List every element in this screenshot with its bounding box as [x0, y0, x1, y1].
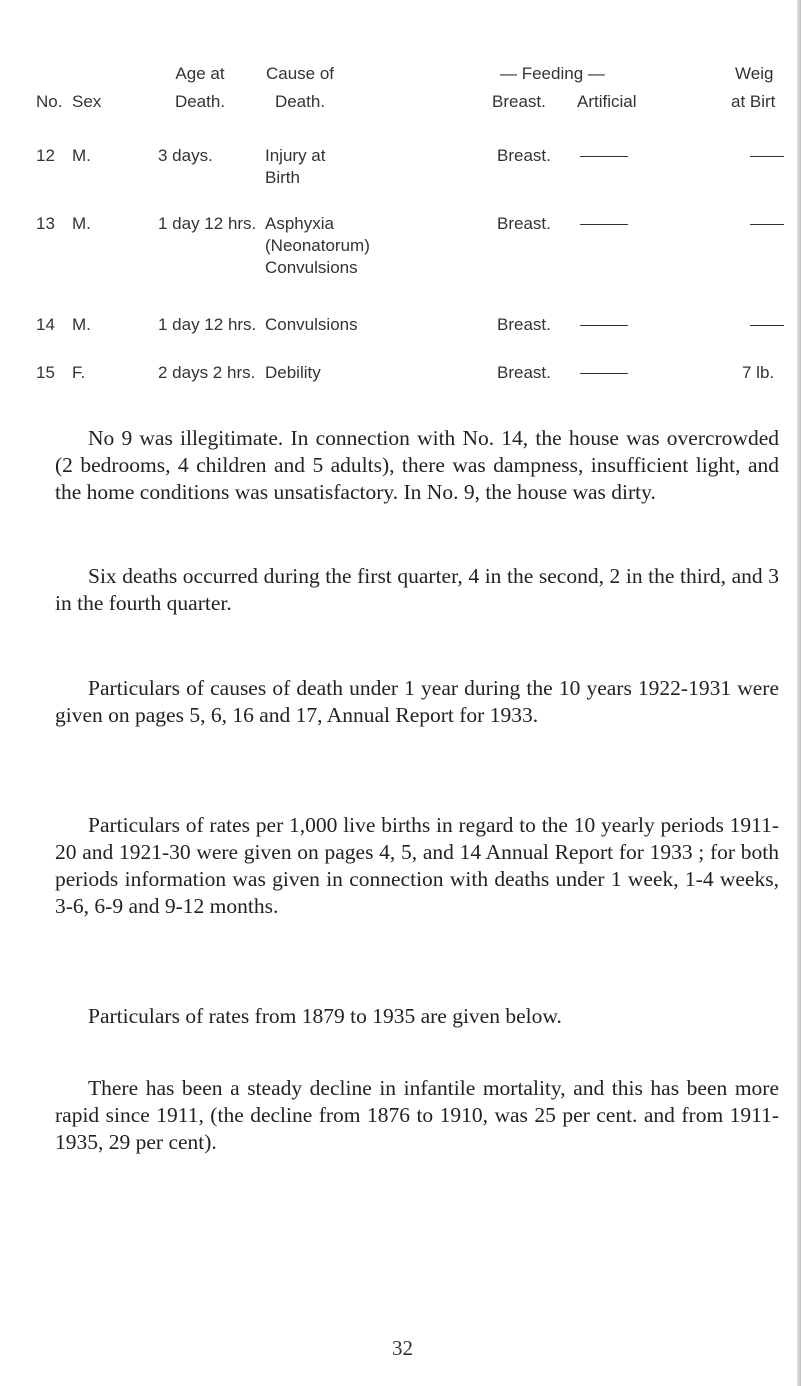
artificial-dash: [580, 362, 628, 384]
row-age: 2 days 2 hrs.: [158, 363, 256, 382]
row-feeding: Breast.: [497, 146, 551, 165]
row-cause-line: Convulsions: [265, 258, 358, 277]
row-age: 3 days.: [158, 146, 213, 165]
row-no: 14: [36, 315, 55, 334]
row-feeding: Breast.: [497, 214, 551, 233]
row-feeding: Breast.: [497, 363, 551, 382]
header-no: No.: [36, 92, 63, 111]
row-age: 1 day 12 hrs.: [158, 315, 257, 334]
row-no: 13: [36, 214, 55, 233]
page-number: 32: [392, 1336, 413, 1360]
weight-dash: [750, 213, 784, 235]
row-sex: M.: [72, 214, 91, 233]
row-sex: M.: [72, 146, 91, 165]
row-cause-line: Asphyxia: [265, 214, 334, 233]
header-cause-top: Cause of: [265, 64, 335, 83]
artificial-dash: [580, 145, 628, 167]
header-age-top: Age at: [175, 64, 225, 83]
paragraph-decline: There has been a steady decline in infantile mortality, and this has been more rapid since 1911, (the decline from 1876 to 1910, was 25 per cent. and from 1911-1935, 29 per cent).: [55, 1076, 779, 1154]
header-age-bottom: Death.: [174, 92, 226, 111]
artificial-dash: [580, 314, 628, 336]
header-weight-bottom: at Birt: [731, 92, 776, 111]
row-no: 15: [36, 363, 55, 382]
row-sex: M.: [72, 315, 91, 334]
header-cause-bottom: Death.: [274, 92, 326, 111]
row-cause-line: Injury at: [265, 146, 326, 165]
paragraph-rates-1879-1935: Particulars of rates from 1879 to 1935 are given below.: [88, 1004, 562, 1028]
row-weight: 7 lb.: [742, 363, 775, 382]
paragraph-rates-periods: Particulars of rates per 1,000 live births in regard to the 10 yearly periods 1911-20 and 1921-30 were given on pages 4, 5, and 14 Annual Report for 1933 ; for both periods information was given in connection with deaths under 1 week, 1-4 weeks, 3-6, 6-9 and 9-12 months.: [55, 813, 779, 918]
header-feeding-top: — Feeding —: [500, 64, 605, 83]
paragraph-illegitimate: No 9 was illegitimate. In connection with No. 14, the house was overcrowded (2 bedrooms, 4 children and 5 adults), there was dampness, insufficient light, and the home conditions was unsatisfactory. In No. 9, the house was dirty.: [55, 426, 779, 504]
header-weight-top: Weig: [735, 64, 774, 83]
artificial-dash: [580, 213, 628, 235]
page-edge-shadow: [797, 0, 801, 1386]
row-cause-line: (Neonatorum): [265, 236, 370, 255]
row-age: 1 day 12 hrs.: [158, 214, 257, 233]
row-sex: F.: [72, 363, 86, 382]
weight-dash: [750, 145, 784, 167]
row-cause-line: Convulsions: [265, 315, 358, 334]
row-feeding: Breast.: [497, 315, 551, 334]
header-sex: Sex: [72, 92, 102, 111]
header-breast: Breast.: [492, 92, 546, 111]
header-artificial: Artificial: [577, 92, 637, 111]
paragraph-causes-1922-1931: Particulars of causes of death under 1 year during the 10 years 1922-1931 were given on pages 5, 6, 16 and 17, Annual Report for 1933.: [55, 676, 779, 727]
row-cause-line: Debility: [265, 363, 321, 382]
row-no: 12: [36, 146, 55, 165]
paragraph-quarters: Six deaths occurred during the first quarter, 4 in the second, 2 in the third, and 3 in the fourth quarter.: [55, 564, 779, 615]
row-cause-line: Birth: [265, 168, 300, 187]
weight-dash: [750, 314, 784, 336]
